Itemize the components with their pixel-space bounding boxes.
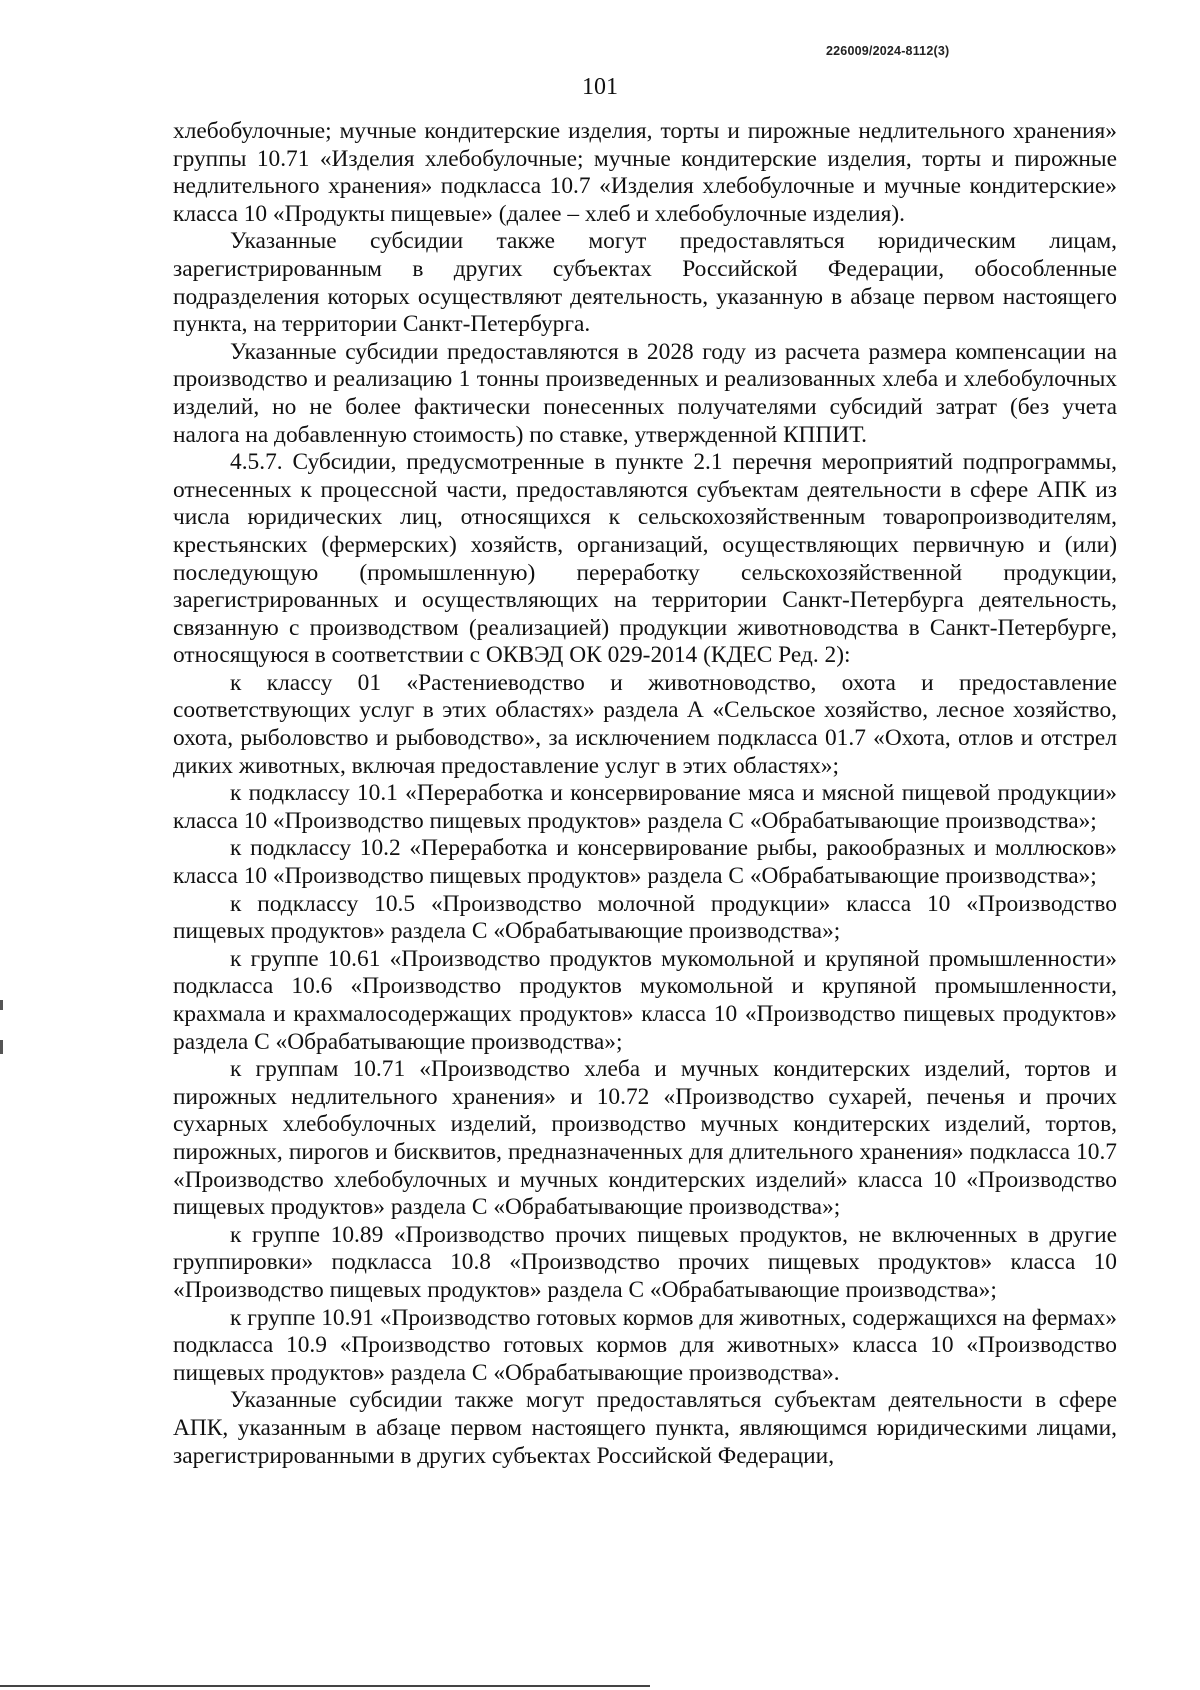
scan-edge-mark: [0, 1000, 3, 1010]
list-item-class-01: к классу 01 «Растениеводство и животноводство, охота и предоставление соответствующих услуг в этих областях» раздела А «Сельское хозяйство, лесное хозяйство, охота, рыболовство и рыбоводство», за исключением подкласса 01.7 «Охота, отлов и отстрел диких животных, включая предоставление услуг в этих областях»;: [173, 669, 1117, 779]
list-item-groups-10-71-10-72: к группам 10.71 «Производство хлеба и мучных кондитерских изделий, тортов и пирожных недлительного хранения» и 10.72 «Производство сухарей, печенья и прочих сухарных хлебобулочных изделий, производство мучных кондитерских изделий, тортов, пирожных, пирогов и бисквитов, предназначенных для длительного хранения» подкласса 10.7 «Производство хлебобулочных и мучных кондитерских изделий» класса 10 «Производство пищевых продуктов» раздела С «Обрабатывающие производства»;: [173, 1056, 1117, 1221]
document-registration-number: 226009/2024-8112(3): [826, 44, 950, 58]
list-item-subclass-10-1: к подклассу 10.1 «Переработка и консервирование мяса и мясной пищевой продукции» класса 10 «Производство пищевых продуктов» раздела С «Обрабатывающие производства»;: [173, 780, 1117, 834]
paragraph-continuation: хлебобулочные; мучные кондитерские изделия, торты и пирожные недлительного хранения» группы 10.71 «Изделия хлебобулочные; мучные кондитерские изделия, торты и пирожные недлительного хранения» подкласса 10.7 «Изделия хлебобулочные и мучные кондитерские» класса 10 «Продукты пищевые» (далее – хлеб и хлебобулочные изделия).: [173, 118, 1117, 227]
paragraph-subsidies-2028: Указанные субсидии предоставляются в 2028 году из расчета размера компенсации на производство и реализацию 1 тонны произведенных и реализованных хлеба и хлебобулочных изделий, но не более фактически понесенных получателями субсидий затрат (без учета налога на добавленную стоимость) по ставке, утвержденной КППИТ.: [173, 338, 1117, 448]
paragraph-clause-4-5-7: 4.5.7. Субсидии, предусмотренные в пункте 2.1 перечня мероприятий подпрограммы, отнесенных к процессной части, предоставляются субъектам деятельности в сфере АПК из числа юридических лиц, относящихся к сельскохозяйственным товаропроизводителям, крестьянских (фермерских) хозяйств, организаций, осуществляющих первичную и (или) последующую (промышленную) переработку сельскохозяйственной продукции, зарегистрированных и осуществляющих на территории Санкт-Петербурга деятельность, связанную с производством (реализацией) продукции животноводства в Санкт-Петербурге, относящуюся в соответствии с ОКВЭД ОК 029-2014 (КДЕС Ред. 2):: [173, 449, 1117, 669]
scan-edge-line: [0, 1685, 650, 1687]
list-item-group-10-61: к группе 10.61 «Производство продуктов мукомольной и крупяной промышленности» подкласса 10.6 «Производство продуктов мукомольной и крупяной промышленности, крахмала и крахмалосодержащих продуктов» класса 10 «Производство пищевых продуктов» раздела С «Обрабатывающие производства»;: [173, 945, 1117, 1055]
scan-edge-mark: [0, 1040, 3, 1054]
list-item-group-10-89: к группе 10.89 «Производство прочих пищевых продуктов, не включенных в другие группировки» подкласса 10.8 «Производство прочих пищевых продуктов» класса 10 «Производство пищевых продуктов» раздела С «Обрабатывающие производства»;: [173, 1221, 1117, 1303]
list-item-group-10-91: к группе 10.91 «Производство готовых кормов для животных, содержащихся на фермах» подкласса 10.9 «Производство готовых кормов для животных» класса 10 «Производство пищевых продуктов» раздела С «Обрабатывающие производства».: [173, 1304, 1117, 1386]
list-item-subclass-10-5: к подклассу 10.5 «Производство молочной продукции» класса 10 «Производство пищевых продуктов» раздела С «Обрабатывающие производства»;: [173, 890, 1117, 945]
list-item-subclass-10-2: к подклассу 10.2 «Переработка и консервирование рыбы, ракообразных и моллюсков» класса 10 «Производство пищевых продуктов» раздела С «Обрабатывающие производства»;: [173, 835, 1117, 890]
document-body: [173, 118, 1117, 1470]
page-number: 101: [582, 74, 618, 100]
paragraph-subsidies-other-regions: Указанные субсидии также могут предоставляться юридическим лицам, зарегистрированным в других субъектах Российской Федерации, обособленные подразделения которых осуществляют деятельность, указанную в абзаце первом настоящего пункта, на территории Санкт-Петербурга.: [173, 228, 1117, 338]
paragraph-subsidies-apk-other-regions: Указанные субсидии также могут предоставляться субъектам деятельности в сфере АПК, указанным в абзаце первом настоящего пункта, являющимся юридическими лицами, зарегистрированными в других субъектах Российской Федерации,: [173, 1387, 1117, 1469]
